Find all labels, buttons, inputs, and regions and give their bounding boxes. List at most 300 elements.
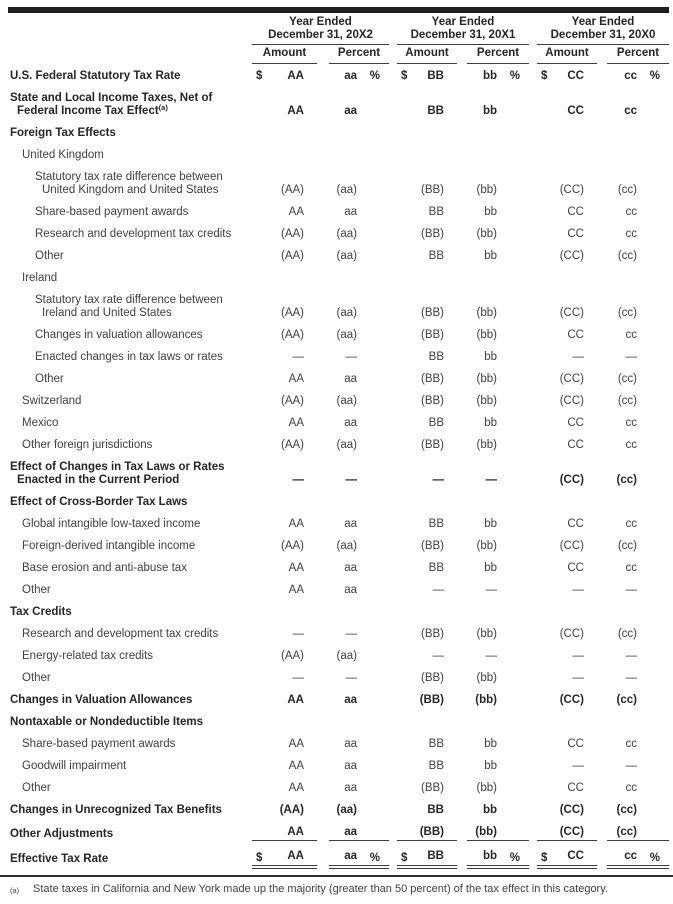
cell-value: (AA) xyxy=(279,804,304,816)
amount-cell xyxy=(252,70,317,83)
percent-cell xyxy=(467,850,529,866)
cell-value: CC xyxy=(567,850,584,862)
column-group-title xyxy=(252,16,389,45)
percent-cell xyxy=(607,540,669,553)
table-row-ireland-other xyxy=(8,373,669,386)
cell-value: (aa) xyxy=(336,184,357,196)
percent-cell xyxy=(607,373,669,386)
cell-value: (BB) xyxy=(419,694,444,706)
percent-cell xyxy=(329,738,389,751)
cell-value: BB xyxy=(427,804,444,816)
table-row-credits-energy-related xyxy=(8,650,669,663)
cell-value: — xyxy=(485,474,497,486)
table-row-changes-valuation-allowances xyxy=(8,694,669,707)
row-label: Changes in Unrecognized Tax Benefits xyxy=(10,804,222,816)
cell-value: (AA) xyxy=(281,650,304,662)
cell-value: aa xyxy=(344,584,357,596)
cell-value: bb xyxy=(484,351,497,363)
amount-cell xyxy=(252,650,317,663)
percent-cell xyxy=(607,518,669,531)
percent-cell xyxy=(467,184,529,197)
amount-cell xyxy=(537,694,597,707)
percent-cell xyxy=(467,250,529,263)
row-label: Effective Tax Rate xyxy=(10,853,109,865)
percent-cell xyxy=(329,206,389,219)
cell-value: (CC) xyxy=(559,307,584,319)
amount-cell xyxy=(537,307,597,320)
percent-cell xyxy=(329,826,389,841)
percent-cell xyxy=(467,540,529,553)
percent-cell xyxy=(467,694,529,707)
column-group-title xyxy=(537,16,669,45)
cell-value: bb xyxy=(482,850,497,862)
cell-value: (cc) xyxy=(617,395,637,407)
cell-value: CC xyxy=(567,329,584,341)
percent-cell xyxy=(329,804,389,817)
cell-value: AA xyxy=(287,826,304,838)
cell-value: (BB) xyxy=(421,307,444,319)
cell-value: (BB) xyxy=(421,628,444,640)
percent-cell xyxy=(607,826,669,841)
amount-cell xyxy=(397,518,457,531)
dollar-sign: $ xyxy=(256,70,263,82)
dollar-sign: $ xyxy=(541,70,548,82)
cell-value: — xyxy=(572,650,584,662)
table-body xyxy=(8,70,669,866)
amount-cell xyxy=(537,672,597,685)
amount-cell xyxy=(397,395,457,408)
cell-value: cc xyxy=(625,439,637,451)
percent-sign: % xyxy=(649,70,660,82)
cell-value: aa xyxy=(344,206,357,218)
row-label: Energy-related tax credits xyxy=(22,650,154,662)
cell-value: aa xyxy=(344,850,357,862)
percent-cell xyxy=(607,694,669,707)
cell-value: BB xyxy=(428,206,444,218)
amount-cell xyxy=(537,760,597,773)
cell-value: BB xyxy=(428,562,444,574)
amount-cell xyxy=(397,351,457,364)
cell-value: aa xyxy=(344,782,357,794)
table-row-foreign-tax-effects-section xyxy=(8,127,669,140)
table-row-tax-credits-section xyxy=(8,606,669,619)
row-label: Base erosion and anti-abuse tax xyxy=(22,562,187,574)
percent-cell xyxy=(607,672,669,685)
percent-cell xyxy=(329,351,389,364)
amount-cell xyxy=(397,540,457,553)
row-label: Enacted changes in tax laws or rates xyxy=(35,351,223,363)
cell-value: (aa) xyxy=(336,329,357,341)
amount-cell xyxy=(397,672,457,685)
amount-cell xyxy=(252,105,317,118)
cell-value: (BB) xyxy=(421,228,444,240)
amount-cell xyxy=(397,760,457,773)
percent-sign: % xyxy=(509,70,520,82)
amount-cell xyxy=(252,628,317,641)
cell-value: cc xyxy=(625,329,637,341)
cell-value: (BB) xyxy=(421,373,444,385)
percent-cell xyxy=(329,373,389,386)
top-rule xyxy=(8,7,669,13)
cell-value: (cc) xyxy=(616,826,637,838)
amount-cell xyxy=(537,518,597,531)
row-label: Foreign Tax Effects xyxy=(10,127,116,139)
cell-value: (bb) xyxy=(476,439,497,451)
amount-cell xyxy=(252,804,317,817)
cell-value: cc xyxy=(624,105,637,117)
amount-cell xyxy=(537,804,597,817)
amount-cell xyxy=(397,738,457,751)
cell-value: aa xyxy=(344,738,357,750)
percent-cell xyxy=(607,417,669,430)
amount-cell xyxy=(397,250,457,263)
table-row-nontax-share-based xyxy=(8,738,669,751)
cell-value: aa xyxy=(344,760,357,772)
percent-cell xyxy=(607,782,669,795)
amount-cell xyxy=(537,351,597,364)
cell-value: CC xyxy=(567,105,584,117)
table-row-state-local-income-taxes xyxy=(8,92,669,118)
amount-cell xyxy=(252,307,317,320)
amount-cell xyxy=(537,228,597,241)
amount-cell xyxy=(537,206,597,219)
cell-value: aa xyxy=(344,105,357,117)
cell-value: (CC) xyxy=(559,250,584,262)
cell-value: CC xyxy=(567,782,584,794)
percent-cell xyxy=(607,562,669,575)
amount-cell xyxy=(537,562,597,575)
table-row-ireland-valuation-allowances xyxy=(8,329,669,342)
cell-value: AA xyxy=(288,782,304,794)
amount-cell xyxy=(252,250,317,263)
row-label: Other xyxy=(22,584,51,596)
cell-value: aa xyxy=(344,694,357,706)
amount-cell xyxy=(252,518,317,531)
table-row-other-foreign-jurisdictions xyxy=(8,439,669,452)
row-label: Foreign-derived intangible income xyxy=(22,540,196,552)
cell-value: — xyxy=(485,584,497,596)
cell-value: bb xyxy=(484,562,497,574)
percent-cell xyxy=(467,351,529,364)
cell-value: cc xyxy=(624,850,637,862)
footnote-reference: (a) xyxy=(158,103,168,112)
cell-value: (AA) xyxy=(281,184,304,196)
cell-value: (bb) xyxy=(476,628,497,640)
amount-cell xyxy=(537,184,597,197)
row-label: Effect of Changes in Tax Laws or Rates Enacted in the Current Period xyxy=(10,461,225,486)
cell-value: — xyxy=(432,474,444,486)
cell-value: (BB) xyxy=(421,540,444,552)
period-label: December 31, 20X2 xyxy=(268,29,373,41)
cell-value: (CC) xyxy=(559,395,584,407)
row-label: Other xyxy=(22,672,51,684)
row-label: Global intangible low-taxed income xyxy=(22,518,201,530)
cell-value: CC xyxy=(567,562,584,574)
percent-cell xyxy=(607,395,669,408)
cell-value: (cc) xyxy=(617,373,637,385)
amount-cell xyxy=(397,307,457,320)
cell-value: cc xyxy=(625,417,637,429)
cell-value: (bb) xyxy=(476,307,497,319)
table-row-uk-share-based-payment-awards xyxy=(8,206,669,219)
percent-cell xyxy=(467,307,529,320)
amount-cell xyxy=(252,738,317,751)
row-label: United Kingdom xyxy=(22,149,104,161)
percent-cell xyxy=(607,105,669,118)
percent-column-header: Percent xyxy=(607,47,669,64)
amount-cell xyxy=(537,250,597,263)
table-row-ireland-section xyxy=(8,272,669,285)
year-ended-label: Year Ended xyxy=(431,16,495,28)
row-label: Goodwill impairment xyxy=(22,760,127,772)
cell-value: (AA) xyxy=(281,307,304,319)
percent-cell xyxy=(329,70,389,83)
period-label: December 31, 20X1 xyxy=(410,29,516,41)
cell-value: (cc) xyxy=(616,804,637,816)
row-label: Share-based payment awards xyxy=(22,738,176,750)
percent-cell xyxy=(607,184,669,197)
cell-value: (bb) xyxy=(475,826,497,838)
amount-cell xyxy=(537,329,597,342)
amount-column-header: Amount xyxy=(537,47,597,64)
percent-sign: % xyxy=(649,852,660,864)
cell-value: CC xyxy=(567,206,584,218)
cell-value: (AA) xyxy=(281,228,304,240)
amount-cell xyxy=(397,228,457,241)
amount-cell xyxy=(252,826,317,841)
cell-value: cc xyxy=(625,562,637,574)
amount-cell xyxy=(537,738,597,751)
cell-value: (AA) xyxy=(281,540,304,552)
cell-value: aa xyxy=(344,70,357,82)
cell-value: — xyxy=(345,351,357,363)
percent-cell xyxy=(329,540,389,553)
percent-cell xyxy=(329,562,389,575)
cell-value: AA xyxy=(288,760,304,772)
cell-value: (cc) xyxy=(617,307,637,319)
table-row-goodwill-impairment xyxy=(8,760,669,773)
cell-value: AA xyxy=(288,206,304,218)
cell-value: (AA) xyxy=(281,395,304,407)
cell-value: — xyxy=(345,672,357,684)
amount-cell xyxy=(397,70,457,83)
year-ended-label: Year Ended xyxy=(289,16,352,28)
percent-cell xyxy=(467,518,529,531)
cell-value: — xyxy=(572,584,584,596)
percent-sign: % xyxy=(369,70,380,82)
table-row-effective-tax-rate xyxy=(8,850,669,866)
amount-cell xyxy=(397,850,457,866)
amount-cell xyxy=(537,70,597,83)
cell-value: CC xyxy=(567,439,584,451)
amount-cell xyxy=(252,540,317,553)
amount-cell xyxy=(252,373,317,386)
percent-cell xyxy=(329,395,389,408)
row-label: Statutory tax rate difference between United Kingdom and United States xyxy=(35,171,223,196)
amount-cell xyxy=(537,540,597,553)
amount-cell xyxy=(537,826,597,841)
cell-value: (BB) xyxy=(421,329,444,341)
amount-cell xyxy=(397,628,457,641)
percent-cell xyxy=(329,417,389,430)
percent-cell xyxy=(329,439,389,452)
row-label: Other xyxy=(35,250,64,262)
cell-value: bb xyxy=(482,70,497,82)
table-row-cross-border-other xyxy=(8,584,669,597)
percent-cell xyxy=(329,628,389,641)
percent-cell xyxy=(467,562,529,575)
cell-value: — xyxy=(625,351,637,363)
cell-value: (aa) xyxy=(336,439,357,451)
amount-cell xyxy=(397,584,457,597)
row-label: Statutory tax rate difference between Ireland and United States xyxy=(35,294,223,319)
cell-value: (BB) xyxy=(421,782,444,794)
cell-value: — xyxy=(432,584,444,596)
percent-cell xyxy=(467,206,529,219)
table-row-nontax-other xyxy=(8,782,669,795)
table-row-other-adjustments xyxy=(8,826,669,841)
row-label: Share-based payment awards xyxy=(35,206,189,218)
amount-cell xyxy=(397,105,457,118)
cell-value: cc xyxy=(625,518,637,530)
table-row-uk-research-development-credits xyxy=(8,228,669,241)
cell-value: (cc) xyxy=(617,540,637,552)
period-label: December 31, 20X0 xyxy=(550,29,656,41)
footnote-text: State taxes in California and New York made up the majority (greater than 50 percent) of the tax effect in this category. xyxy=(33,883,608,895)
cell-value: (bb) xyxy=(476,228,497,240)
percent-cell xyxy=(467,474,529,487)
cell-value: bb xyxy=(484,417,497,429)
amount-cell xyxy=(397,562,457,575)
cell-value: — xyxy=(432,650,444,662)
row-label: Other xyxy=(22,782,51,794)
cell-value: — xyxy=(572,351,584,363)
cell-value: BB xyxy=(427,850,444,862)
cell-value: (aa) xyxy=(336,804,357,816)
amount-cell xyxy=(252,351,317,364)
percent-cell xyxy=(607,760,669,773)
cell-value: CC xyxy=(567,417,584,429)
cell-value: — xyxy=(292,351,304,363)
amount-cell xyxy=(252,760,317,773)
cell-value: bb xyxy=(484,250,497,262)
row-label: Changes in valuation allowances xyxy=(35,329,203,341)
cell-value: (CC) xyxy=(559,628,584,640)
cell-value: (CC) xyxy=(559,474,584,486)
cell-value: (BB) xyxy=(421,395,444,407)
amount-cell xyxy=(537,395,597,408)
cell-value: bb xyxy=(484,760,497,772)
percent-cell xyxy=(329,518,389,531)
cell-value: (bb) xyxy=(476,329,497,341)
amount-cell xyxy=(537,584,597,597)
table-row-changes-unrecognized-tax-benefits xyxy=(8,804,669,817)
cell-value: (AA) xyxy=(281,329,304,341)
percent-cell xyxy=(467,650,529,663)
percent-cell xyxy=(467,395,529,408)
cell-value: BB xyxy=(427,70,444,82)
amount-cell xyxy=(252,850,317,866)
cell-value: bb xyxy=(482,804,497,816)
cell-value: AA xyxy=(287,694,304,706)
percent-cell xyxy=(467,826,529,841)
cell-value: (bb) xyxy=(476,395,497,407)
cell-value: (bb) xyxy=(476,782,497,794)
cell-value: bb xyxy=(482,105,497,117)
percent-cell xyxy=(467,738,529,751)
cell-value: CC xyxy=(567,228,584,240)
cell-value: (aa) xyxy=(336,250,357,262)
cell-value: (cc) xyxy=(617,184,637,196)
cell-value: AA xyxy=(288,738,304,750)
cell-value: (BB) xyxy=(421,672,444,684)
amount-cell xyxy=(397,782,457,795)
cell-value: — xyxy=(572,672,584,684)
amount-cell xyxy=(252,395,317,408)
amount-cell xyxy=(537,650,597,663)
amount-cell xyxy=(252,562,317,575)
percent-sign: % xyxy=(509,852,520,864)
percent-cell xyxy=(329,184,389,197)
percent-cell xyxy=(607,628,669,641)
footnote xyxy=(8,877,669,904)
cell-value: — xyxy=(485,650,497,662)
amount-cell xyxy=(397,804,457,817)
cell-value: BB xyxy=(428,351,444,363)
cell-value: (aa) xyxy=(336,395,357,407)
percent-cell xyxy=(607,250,669,263)
amount-cell xyxy=(397,474,457,487)
table-row-effect-cross-border-section xyxy=(8,496,669,509)
amount-cell xyxy=(397,184,457,197)
percent-cell xyxy=(467,228,529,241)
percent-cell xyxy=(467,70,529,83)
percent-cell xyxy=(467,417,529,430)
percent-cell xyxy=(329,474,389,487)
cell-value: AA xyxy=(287,105,304,117)
percent-cell xyxy=(467,782,529,795)
cell-value: AA xyxy=(288,584,304,596)
percent-cell xyxy=(329,329,389,342)
cell-value: — xyxy=(292,672,304,684)
amount-cell xyxy=(252,474,317,487)
percent-cell xyxy=(607,850,669,866)
percent-cell xyxy=(329,105,389,118)
percent-cell xyxy=(607,228,669,241)
amount-cell xyxy=(537,105,597,118)
dollar-sign: $ xyxy=(541,852,548,864)
amount-cell xyxy=(537,439,597,452)
table-row-fdii xyxy=(8,540,669,553)
row-label: Switzerland xyxy=(22,395,82,407)
amount-cell xyxy=(252,206,317,219)
dollar-sign: $ xyxy=(401,70,408,82)
cell-value: (CC) xyxy=(559,373,584,385)
percent-cell xyxy=(607,584,669,597)
cell-value: BB xyxy=(427,105,444,117)
cell-value: (CC) xyxy=(559,694,584,706)
cell-value: cc xyxy=(625,206,637,218)
row-label: Mexico xyxy=(22,417,59,429)
percent-cell xyxy=(467,628,529,641)
cell-value: (aa) xyxy=(336,307,357,319)
cell-value: CC xyxy=(567,70,584,82)
table-row-effect-changes-tax-laws xyxy=(8,461,669,487)
column-group-title xyxy=(397,16,529,45)
table-row-us-federal-statutory-tax-rate xyxy=(8,70,669,83)
table-row-uk-other xyxy=(8,250,669,263)
table-row-gilti xyxy=(8,518,669,531)
